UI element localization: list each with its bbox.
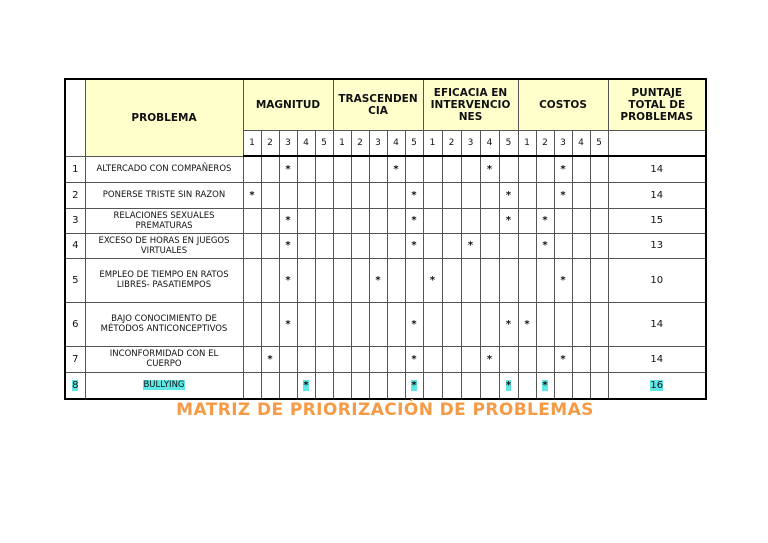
total-score-text: 16	[650, 379, 664, 391]
score-mark	[369, 258, 387, 302]
row-number-text: 2	[72, 189, 79, 201]
score-cell	[351, 372, 369, 399]
score-cell	[554, 208, 572, 233]
score-mark	[518, 302, 536, 346]
score-cell	[243, 372, 261, 399]
score-cell	[333, 156, 351, 182]
score-cell	[369, 182, 387, 208]
score-cell	[423, 302, 442, 346]
score-cell	[315, 302, 333, 346]
score-cell	[590, 258, 608, 302]
problem-row	[65, 233, 706, 258]
score-cell	[333, 258, 351, 302]
asterisk-mark: *	[375, 274, 381, 286]
score-cell	[405, 258, 423, 302]
score-cell	[333, 182, 351, 208]
asterisk-mark: *	[411, 379, 417, 391]
problem-name-line: VIRTUALES	[140, 245, 188, 256]
row-number-text: 8	[72, 379, 79, 391]
total-score-text: 15	[650, 215, 664, 226]
score-cell	[461, 156, 480, 182]
score-mark	[499, 302, 518, 346]
total-score	[608, 258, 706, 302]
score-cell	[333, 233, 351, 258]
costs-header: COSTOS	[518, 79, 608, 130]
asterisk-mark: *	[542, 379, 548, 391]
score-cell	[442, 156, 461, 182]
score-cell	[261, 208, 279, 233]
scale-number: 3	[279, 130, 297, 156]
score-mark	[554, 182, 572, 208]
score-cell	[423, 182, 442, 208]
problem-name-line: MÉTODOS ANTICONCEPTIVOS	[100, 324, 228, 334]
problem-name	[85, 372, 243, 399]
score-cell	[279, 372, 297, 399]
total-score-text: 10	[650, 274, 664, 286]
score-cell	[315, 233, 333, 258]
score-cell	[297, 156, 315, 182]
score-cell	[442, 302, 461, 346]
scale-number: 2	[442, 130, 461, 156]
score-cell	[518, 182, 536, 208]
asterisk-mark: *	[411, 189, 417, 201]
score-cell	[572, 258, 590, 302]
asterisk-mark: *	[411, 215, 417, 226]
asterisk-mark: *	[411, 240, 417, 251]
score-cell	[369, 208, 387, 233]
asterisk-mark: *	[486, 353, 493, 365]
score-cell	[387, 208, 405, 233]
score-mark	[279, 258, 297, 302]
asterisk-mark: *	[524, 318, 530, 330]
score-cell	[243, 233, 261, 258]
score-cell	[590, 302, 608, 346]
score-cell	[351, 208, 369, 233]
score-cell	[536, 156, 554, 182]
score-cell	[297, 302, 315, 346]
score-cell	[572, 208, 590, 233]
score-cell	[279, 346, 297, 372]
score-cell	[387, 182, 405, 208]
score-cell	[297, 258, 315, 302]
score-cell	[387, 302, 405, 346]
score-mark	[279, 302, 297, 346]
scale-number: 1	[333, 130, 351, 156]
header-row	[65, 79, 706, 130]
problem-name-line: RELACIONES SEXUALES	[113, 210, 215, 221]
score-cell	[315, 258, 333, 302]
row-number	[65, 156, 85, 182]
score-cell	[572, 182, 590, 208]
scale-number: 1	[243, 130, 261, 156]
total-score	[608, 182, 706, 208]
index-header	[65, 79, 85, 156]
scale-number: 5	[499, 130, 518, 156]
problem-name-line: BULLYING	[143, 380, 185, 391]
transcendence-header: TRASCENDEN CIA	[333, 79, 423, 130]
score-cell	[243, 258, 261, 302]
score-cell	[536, 258, 554, 302]
score-mark	[279, 233, 297, 258]
score-cell	[480, 258, 499, 302]
row-number	[65, 302, 85, 346]
problem-name	[85, 346, 243, 372]
score-cell	[261, 372, 279, 399]
score-mark	[405, 302, 423, 346]
total-score	[608, 372, 706, 399]
total-score	[608, 208, 706, 233]
score-cell	[461, 346, 480, 372]
score-cell	[518, 208, 536, 233]
score-cell	[297, 233, 315, 258]
score-cell	[387, 346, 405, 372]
score-mark	[461, 233, 480, 258]
total-score-text: 14	[650, 353, 664, 365]
problem-name	[85, 156, 243, 182]
score-cell	[351, 302, 369, 346]
score-cell	[499, 346, 518, 372]
score-cell	[480, 182, 499, 208]
row-number-text: 6	[72, 318, 79, 330]
total-score-text: 13	[650, 240, 664, 251]
matrix-body	[65, 156, 706, 399]
score-cell	[480, 233, 499, 258]
total-score-text: 14	[650, 163, 664, 175]
scale-number: 4	[297, 130, 315, 156]
problem-name	[85, 233, 243, 258]
scale-number: 4	[480, 130, 499, 156]
score-cell	[333, 302, 351, 346]
row-number	[65, 182, 85, 208]
score-cell	[261, 182, 279, 208]
score-cell	[243, 346, 261, 372]
scale-number: 2	[261, 130, 279, 156]
total-score-text: 14	[650, 318, 664, 330]
scale-number: 2	[351, 130, 369, 156]
asterisk-mark: *	[560, 163, 566, 175]
score-cell	[590, 156, 608, 182]
row-number	[65, 233, 85, 258]
asterisk-mark: *	[486, 163, 493, 175]
total-score	[608, 302, 706, 346]
asterisk-mark: *	[560, 274, 566, 286]
scale-number: 3	[554, 130, 572, 156]
scale-number: 2	[536, 130, 554, 156]
score-cell	[590, 346, 608, 372]
score-mark	[405, 346, 423, 372]
score-cell	[351, 182, 369, 208]
score-cell	[572, 302, 590, 346]
score-cell	[461, 208, 480, 233]
score-cell	[387, 233, 405, 258]
asterisk-mark: *	[303, 379, 309, 391]
score-mark	[499, 372, 518, 399]
scale-number: 5	[590, 130, 608, 156]
asterisk-mark: *	[285, 274, 291, 286]
score-mark	[554, 258, 572, 302]
score-cell	[333, 372, 351, 399]
score-cell	[442, 182, 461, 208]
row-number-text: 1	[72, 163, 79, 175]
scale-number: 5	[315, 130, 333, 156]
row-number	[65, 372, 85, 399]
score-cell	[518, 156, 536, 182]
asterisk-mark: *	[467, 240, 474, 251]
score-cell	[297, 182, 315, 208]
score-cell	[461, 258, 480, 302]
score-cell	[518, 346, 536, 372]
problem-name	[85, 208, 243, 233]
asterisk-mark: *	[249, 189, 255, 201]
score-cell	[315, 372, 333, 399]
score-mark	[480, 156, 499, 182]
score-cell	[333, 346, 351, 372]
score-cell	[243, 302, 261, 346]
total-score-header: PUNTAJE TOTAL DE PROBLEMAS	[608, 79, 706, 130]
score-cell	[590, 372, 608, 399]
scale-number: 3	[461, 130, 480, 156]
score-mark	[387, 156, 405, 182]
score-cell	[499, 233, 518, 258]
score-mark	[536, 208, 554, 233]
total-score	[608, 346, 706, 372]
score-mark	[499, 182, 518, 208]
score-cell	[423, 156, 442, 182]
score-mark	[243, 182, 261, 208]
score-cell	[518, 372, 536, 399]
score-cell	[442, 346, 461, 372]
score-mark	[405, 208, 423, 233]
score-cell	[315, 182, 333, 208]
problem-name-line: EMPLEO DE TIEMPO EN RATOS	[99, 270, 229, 280]
score-mark	[261, 346, 279, 372]
score-cell	[243, 156, 261, 182]
score-cell	[297, 208, 315, 233]
total-subheader-blank	[608, 130, 706, 156]
score-cell	[518, 233, 536, 258]
scale-number: 1	[423, 130, 442, 156]
row-number-text: 5	[72, 274, 79, 286]
asterisk-mark: *	[393, 163, 399, 175]
asterisk-mark: *	[285, 318, 291, 330]
magnitude-header: MAGNITUD	[243, 79, 333, 130]
score-cell	[572, 156, 590, 182]
score-mark	[297, 372, 315, 399]
score-cell	[442, 208, 461, 233]
asterisk-mark: *	[285, 163, 291, 175]
asterisk-mark: *	[505, 379, 512, 391]
problem-name-line: EXCESO DE HORAS EN JUEGOS	[98, 235, 230, 246]
asterisk-mark: *	[505, 318, 512, 330]
row-number-text: 3	[72, 215, 79, 226]
total-score-text: 14	[650, 189, 664, 201]
score-cell	[423, 233, 442, 258]
score-cell	[405, 156, 423, 182]
asterisk-mark: *	[542, 240, 548, 251]
score-cell	[387, 372, 405, 399]
score-cell	[442, 233, 461, 258]
asterisk-mark: *	[285, 240, 291, 251]
asterisk-mark: *	[505, 215, 512, 226]
score-cell	[369, 346, 387, 372]
problem-name	[85, 302, 243, 346]
scale-number: 3	[369, 130, 387, 156]
row-number-text: 7	[72, 353, 79, 365]
problem-row	[65, 258, 706, 302]
problem-row	[65, 372, 706, 399]
score-cell	[351, 258, 369, 302]
asterisk-mark: *	[560, 189, 566, 201]
score-cell	[279, 182, 297, 208]
asterisk-mark: *	[505, 189, 512, 201]
problem-row	[65, 208, 706, 233]
score-cell	[461, 372, 480, 399]
score-cell	[536, 302, 554, 346]
problem-name-line: PONERSE TRISTE SIN RAZON	[102, 190, 226, 200]
score-cell	[572, 346, 590, 372]
score-cell	[315, 208, 333, 233]
score-cell	[536, 182, 554, 208]
score-cell	[369, 372, 387, 399]
score-mark	[423, 258, 442, 302]
problem-row	[65, 182, 706, 208]
efficacy-header: EFICACIA EN INTERVENCIO NES	[423, 79, 518, 130]
score-cell	[442, 372, 461, 399]
problem-name-line: PREMATURAS	[135, 220, 193, 231]
score-cell	[590, 208, 608, 233]
score-mark	[554, 156, 572, 182]
score-mark	[536, 372, 554, 399]
score-cell	[590, 233, 608, 258]
score-mark	[536, 233, 554, 258]
asterisk-mark: *	[411, 353, 417, 365]
score-cell	[461, 182, 480, 208]
score-cell	[480, 302, 499, 346]
problem-name-line: LIBRES- PASATIEMPOS	[116, 280, 212, 290]
problem-header: PROBLEMA	[85, 79, 243, 156]
problem-name	[85, 182, 243, 208]
score-mark	[480, 346, 499, 372]
score-cell	[518, 258, 536, 302]
total-score	[608, 156, 706, 182]
row-number	[65, 258, 85, 302]
score-cell	[499, 156, 518, 182]
score-cell	[315, 156, 333, 182]
score-cell	[536, 346, 554, 372]
score-cell	[442, 258, 461, 302]
score-cell	[351, 346, 369, 372]
problem-row	[65, 302, 706, 346]
score-cell	[243, 208, 261, 233]
matrix-caption: MATRIZ DE PRIORIZACIÓN DE PROBLEMAS	[176, 400, 594, 420]
row-number-text: 4	[72, 240, 79, 251]
asterisk-mark: *	[267, 353, 273, 365]
score-cell	[315, 346, 333, 372]
score-cell	[297, 346, 315, 372]
problem-name-line: CUERPO	[146, 359, 182, 369]
score-mark	[405, 372, 423, 399]
score-cell	[369, 233, 387, 258]
score-cell	[499, 258, 518, 302]
asterisk-mark: *	[411, 318, 417, 330]
score-cell	[554, 302, 572, 346]
score-mark	[405, 182, 423, 208]
asterisk-mark: *	[429, 274, 436, 286]
score-cell	[461, 302, 480, 346]
score-cell	[590, 182, 608, 208]
scale-number: 1	[518, 130, 536, 156]
score-cell	[261, 302, 279, 346]
score-cell	[261, 233, 279, 258]
score-cell	[387, 258, 405, 302]
score-cell	[554, 233, 572, 258]
score-cell	[261, 156, 279, 182]
problem-name-line: BAJO CONOCIMIENTO DE	[111, 314, 217, 324]
asterisk-mark: *	[560, 353, 566, 365]
problem-row	[65, 346, 706, 372]
row-number	[65, 346, 85, 372]
score-cell	[423, 208, 442, 233]
asterisk-mark: *	[285, 215, 291, 226]
score-cell	[369, 156, 387, 182]
problem-name	[85, 258, 243, 302]
scale-number: 4	[387, 130, 405, 156]
score-cell	[572, 372, 590, 399]
score-mark	[279, 208, 297, 233]
score-cell	[480, 372, 499, 399]
score-cell	[261, 258, 279, 302]
score-cell	[480, 208, 499, 233]
score-mark	[499, 208, 518, 233]
score-cell	[554, 372, 572, 399]
score-cell	[351, 233, 369, 258]
scale-number: 4	[572, 130, 590, 156]
asterisk-mark: *	[542, 215, 548, 226]
problem-name-line: INCONFORMIDAD CON EL	[109, 349, 219, 359]
score-cell	[369, 302, 387, 346]
row-number	[65, 208, 85, 233]
score-mark	[554, 346, 572, 372]
score-cell	[351, 156, 369, 182]
score-cell	[333, 208, 351, 233]
priority-matrix-table	[64, 78, 707, 400]
score-cell	[572, 233, 590, 258]
problem-name-line: ALTERCADO CON COMPAÑEROS	[96, 164, 232, 174]
score-cell	[423, 372, 442, 399]
problem-row	[65, 156, 706, 182]
score-mark	[279, 156, 297, 182]
score-mark	[405, 233, 423, 258]
scale-number: 5	[405, 130, 423, 156]
total-score	[608, 233, 706, 258]
score-cell	[423, 346, 442, 372]
